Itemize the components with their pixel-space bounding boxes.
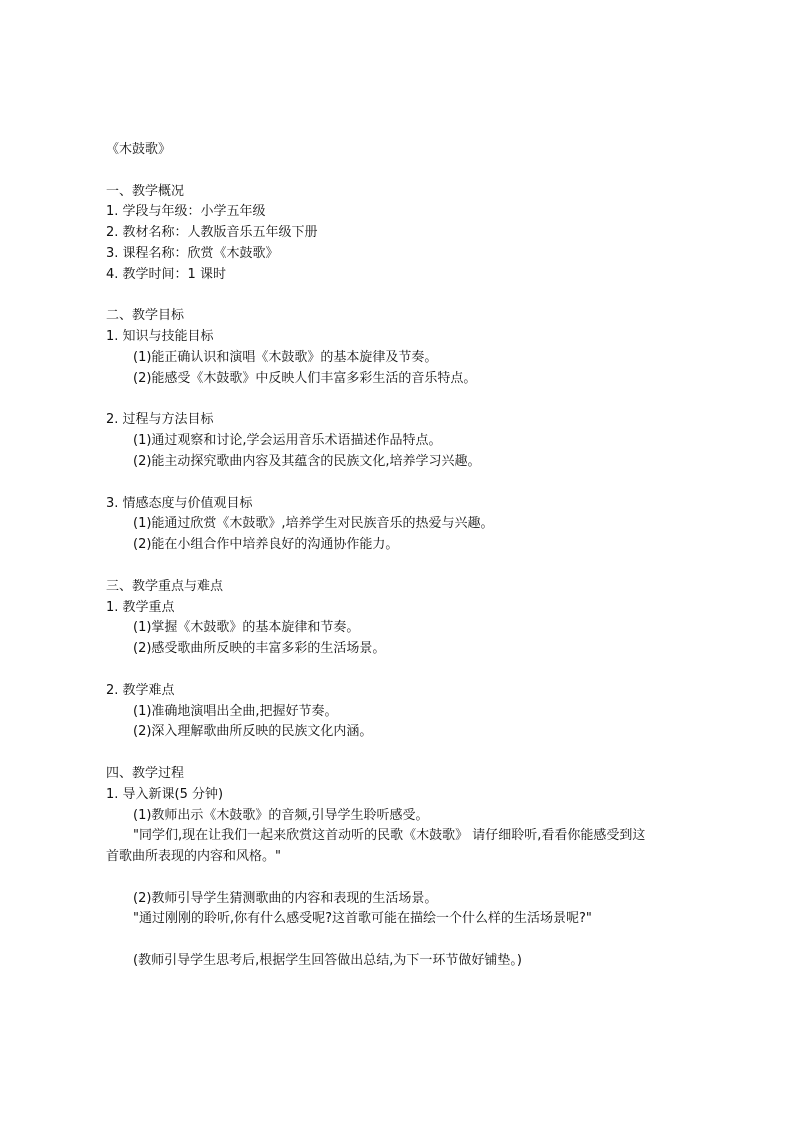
goal-item: (1)能通过欣赏《木鼓歌》,培养学生对民族音乐的热爱与兴趣。 (133, 516, 494, 532)
goal-item: (2)能主动探究歌曲内容及其蕴含的民族文化,培养学习兴趣。 (133, 453, 481, 469)
section-heading-key-points: 三、教学重点与难点 (106, 578, 224, 594)
overview-item-duration: 4. 教学时间：1 课时 (106, 266, 226, 282)
spacer (106, 286, 706, 307)
spacer (106, 930, 706, 951)
section-heading-process: 四、教学过程 (106, 765, 185, 781)
goal-group-knowledge: 1. 知识与技能目标 (106, 329, 214, 345)
overview-item-course: 3. 课程名称：欣赏《木鼓歌》 (106, 245, 279, 261)
key-point-item: (2)感受歌曲所反映的丰富多彩的生活场景。 (133, 641, 386, 657)
goal-item: (1)通过观察和讨论,学会运用音乐术语描述作品特点。 (133, 433, 442, 449)
goal-item: (2)能在小组合作中培养良好的沟通协作能力。 (133, 537, 399, 553)
overview-item-grade: 1. 学段与年级：小学五年级 (106, 204, 266, 220)
spacer (106, 390, 706, 411)
process-item: (1)教师出示《木鼓歌》的音频,引导学生聆听感受。 (133, 807, 429, 823)
process-step-intro: 1. 导入新课(5 分钟) (106, 786, 224, 802)
process-quote-line: "同学们,现在让我们一起来欣赏这首动听的民歌《木鼓歌》 请仔细聆听,看看你能感受到这 (133, 828, 646, 844)
spacer (106, 556, 706, 577)
goal-item: (2)能感受《木鼓歌》中反映人们丰富多彩生活的音乐特点。 (133, 370, 477, 386)
section-heading-goals: 二、教学目标 (106, 308, 185, 324)
goal-group-attitude: 3. 情感态度与价值观目标 (106, 495, 253, 511)
key-point-item: (1)掌握《木鼓歌》的基本旋律和节奏。 (133, 620, 360, 636)
difficulty-item: (2)深入理解歌曲所反映的民族文化内涵。 (133, 724, 373, 740)
spacer (106, 743, 706, 764)
spacer (106, 868, 706, 889)
process-quote-line: "通过刚刚的聆听,你有什么感受呢?这首歌可能在描绘一个什么样的生活场景呢?" (133, 911, 592, 927)
spacer (106, 473, 706, 494)
process-item: (2)教师引导学生猜测歌曲的内容和表现的生活场景。 (133, 890, 438, 906)
overview-item-textbook: 2. 教材名称：人教版音乐五年级下册 (106, 225, 318, 241)
goal-group-process: 2. 过程与方法目标 (106, 412, 214, 428)
document-page (106, 140, 706, 972)
spacer (106, 161, 706, 182)
difficulty-item: (1)准确地演唱出全曲,把握好节奏。 (133, 703, 338, 719)
spacer (106, 660, 706, 681)
difficulty-group: 2. 教学难点 (106, 682, 175, 698)
process-note: (教师引导学生思考后,根据学生回答做出总结,为下一环节做好铺垫。) (133, 953, 522, 969)
doc-title: 《木鼓歌》 (106, 142, 172, 157)
process-quote-continuation: 首歌曲所表现的内容和风格。" (106, 849, 281, 865)
section-heading-overview: 一、教学概况 (106, 183, 185, 199)
key-point-group: 1. 教学重点 (106, 599, 175, 615)
goal-item: (1)能正确认识和演唱《木鼓歌》的基本旋律及节奏。 (133, 349, 438, 365)
